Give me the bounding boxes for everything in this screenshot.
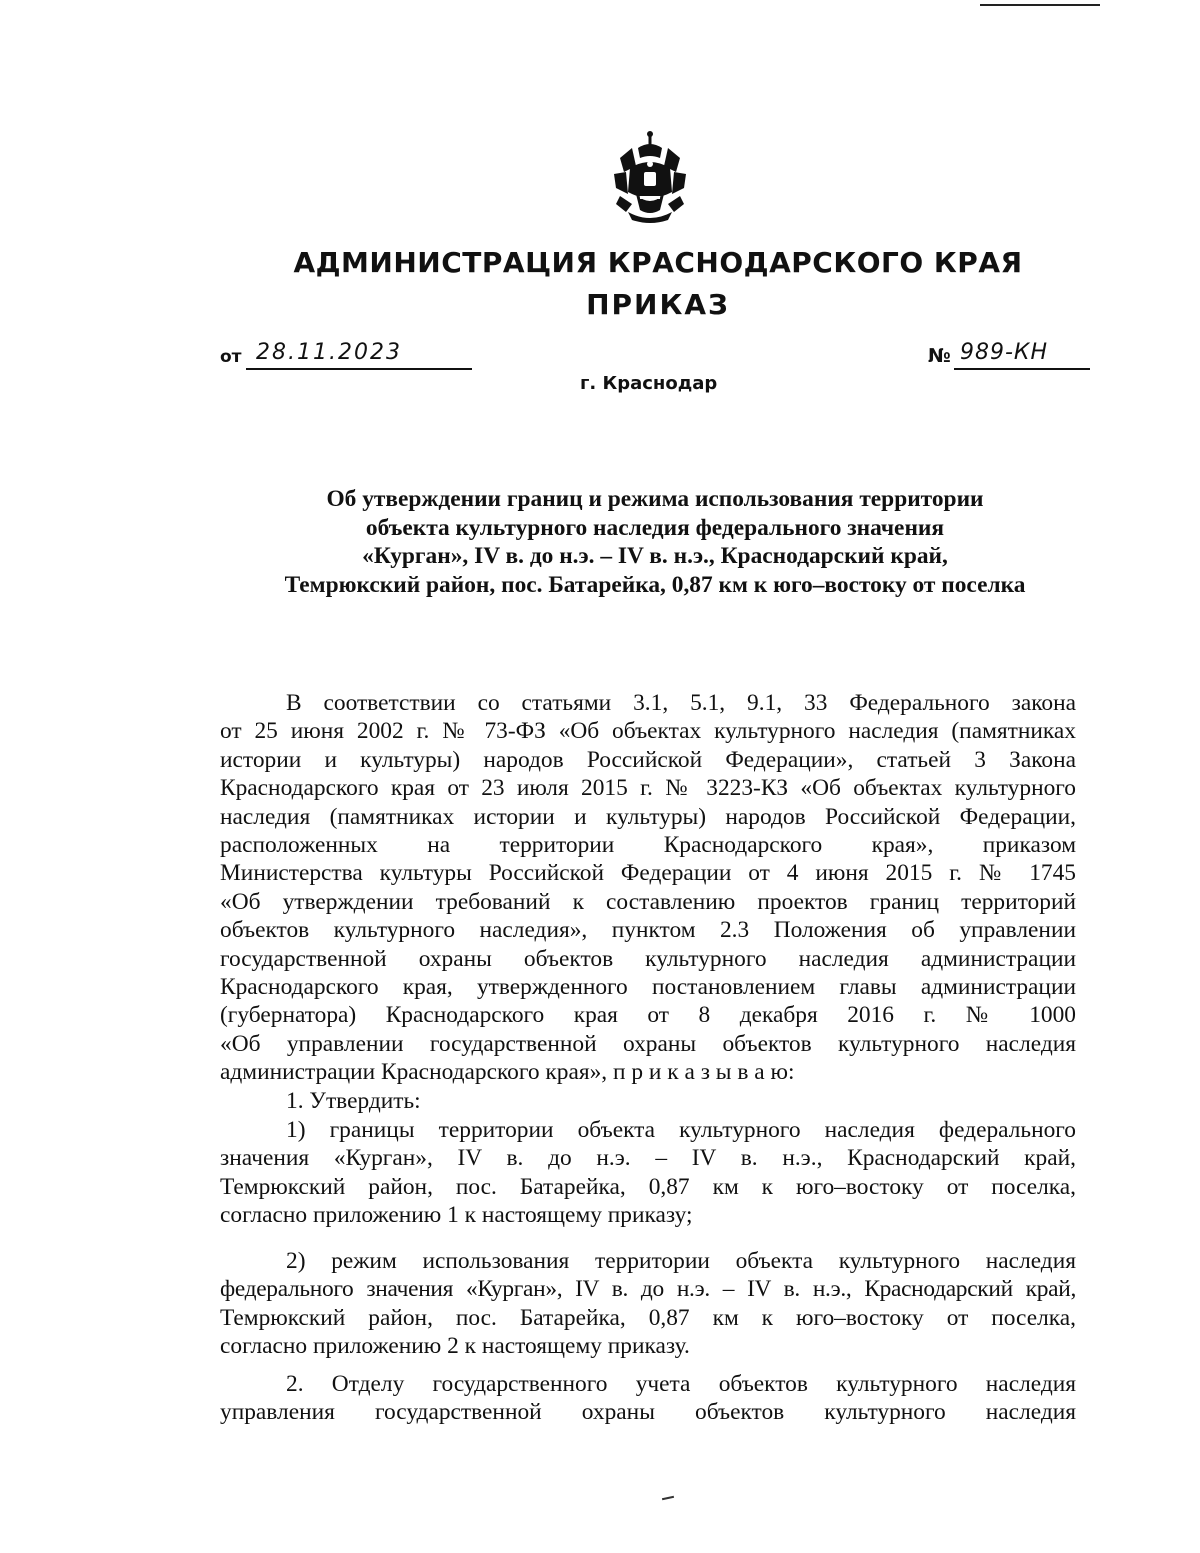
body-line: значения «Курган», IV в. до н.э. – IV в. н.э., Краснодарский край, (220, 1145, 1076, 1172)
body-line: согласно приложению 2 к настоящему приказу. (220, 1333, 690, 1360)
body-line: Темрюкский район, пос. Батарейка, 0,87 км к юго–востоку от поселка, (220, 1304, 1076, 1331)
body-line: 1. Утвердить: (286, 1088, 421, 1114)
date-field: 28.11.2023 (246, 340, 472, 370)
body-line: истории и культуры) народов Российской Федерации», статьей 3 Закона (220, 746, 1076, 773)
document-title (220, 485, 1090, 599)
body-line: согласно приложению 1 к настоящему приказу; (220, 1202, 693, 1229)
page-mark (662, 1496, 674, 1500)
title-line: Темрюкский район, пос. Батарейка, 0,87 км к юго–востоку от поселка (284, 571, 1026, 598)
title-line: Об утверждении границ и режима использования территории (326, 486, 984, 512)
body-line: администрации Краснодарского края», п р и к а з ы в а ю: (220, 1059, 795, 1086)
body-line: «Об управлении государственной охраны объектов культурного наследия (220, 1030, 1076, 1057)
body-line: 2) режим использования территории объекта культурного наследия (286, 1248, 1076, 1274)
city-name: г. Краснодар (580, 373, 718, 394)
body-line: расположенных на территории Краснодарского края», приказом (220, 832, 1076, 859)
body-line: Краснодарского края, утвержденного постановлением главы администрации (220, 974, 1076, 1001)
number-label: № (928, 345, 951, 367)
body-line: 1) границы территории объекта культурного наследия федерального (286, 1117, 1076, 1143)
item-1 (220, 1087, 1076, 1115)
top-rule (980, 4, 1100, 6)
body-line: 2. Отделу государственного учета объектов культурного наследия (286, 1371, 1076, 1397)
number-field: 989-КН (954, 340, 1090, 370)
body-line: «Об утверждении требований к составлению проектов границ территорий (220, 888, 1076, 915)
body-line: В соответствии со статьями 3.1, 5.1, 9.1, 33 Федерального закона (286, 690, 1076, 716)
body-line: (губернатора) Краснодарского края от 8 декабря 2016 г. № 1000 (220, 1002, 1076, 1029)
subitem-1 (220, 1116, 1076, 1230)
preamble-paragraph (220, 689, 1076, 1087)
item-2 (220, 1370, 1076, 1427)
title-line: объекта культурного наследия федерального значения (365, 514, 945, 541)
body-line: наследия (памятниках истории и культуры) народов Российской Федерации, (220, 803, 1076, 830)
organization-name: АДМИНИСТРАЦИЯ КРАСНОДАРСКОГО КРАЯ (293, 246, 1023, 279)
body-line: Министерства культуры Российской Федерации от 4 июня 2015 г. № 1745 (220, 860, 1076, 887)
body-line: управления государственной охраны объектов культурного наследия (220, 1399, 1076, 1426)
date-label: от (220, 347, 242, 367)
body-line: федерального значения «Курган», IV в. до н.э. – IV в. н.э., Краснодарский край, (220, 1276, 1076, 1303)
title-line: «Курган», IV в. до н.э. – IV в. н.э., Краснодарский край, (362, 543, 948, 569)
body-line: объектов культурного наследия», пунктом 2.3 Положения об управлении (220, 917, 1076, 944)
body-line: от 25 июня 2002 г. № 73-ФЗ «Об объектах культурного наследия (памятниках (220, 718, 1076, 745)
body-line: государственной охраны объектов культурного наследия администрации (220, 945, 1076, 972)
body-line: Краснодарского края от 23 июля 2015 г. № 3223-КЗ «Об объектах культурного (220, 775, 1076, 802)
document-type: ПРИКАЗ (586, 288, 730, 321)
subitem-2 (220, 1247, 1076, 1361)
coat-of-arms-emblem (610, 128, 690, 226)
body-line: Темрюкский район, пос. Батарейка, 0,87 км к юго–востоку от поселка, (220, 1173, 1076, 1200)
